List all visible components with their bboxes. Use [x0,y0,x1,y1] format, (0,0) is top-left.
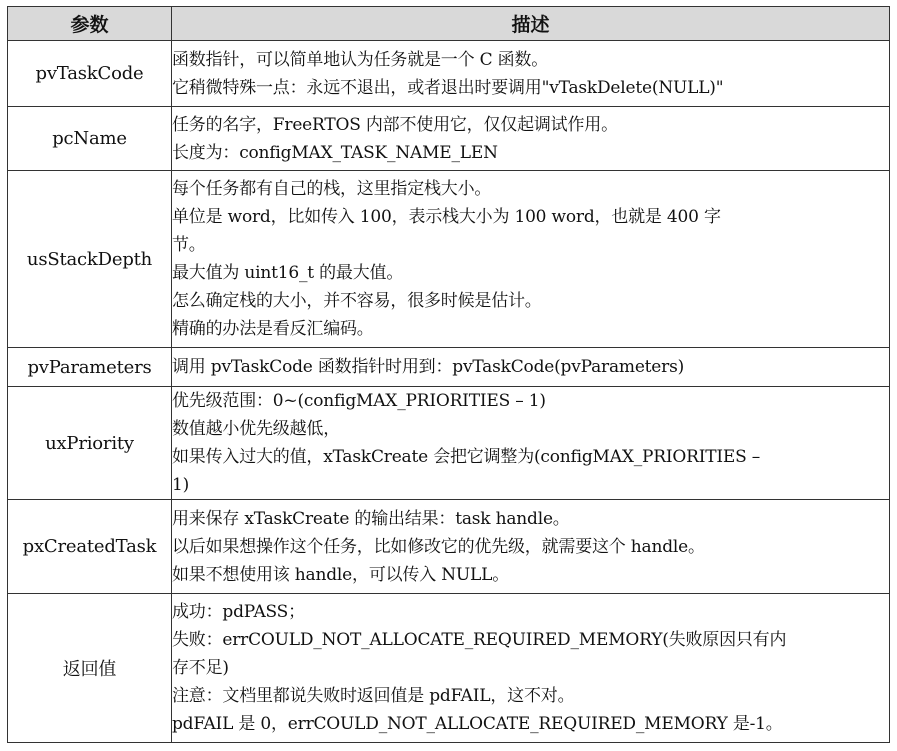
param-name: usStackDepth [8,171,172,348]
param-name: pcName [8,107,172,171]
table-row [8,387,890,500]
param-name: pvTaskCode [8,41,172,107]
description-line: 失败：errCOULD_NOT_ALLOCATE_REQUIRED_MEMORY(失败原因只有内 [172,630,787,650]
description-line: 注意：文档里都说失败时返回值是 pdFAIL，这不对。 [172,686,575,706]
description-line: 单位是 word，比如传入 100，表示栈大小为 100 word，也就是 400 字 [172,207,721,227]
description-line: 以后如果想操作这个任务，比如修改它的优先级，就需要这个 handle。 [172,536,705,557]
description-line: 任务的名字，FreeRTOS 内部不使用它，仅仅起调试作用。 [172,114,618,135]
table-row [8,41,890,107]
description-line: 怎么确定栈的大小，并不容易，很多时候是估计。 [172,291,542,311]
description-line: 函数指针，可以简单地认为任务就是一个 C 函数。 [172,49,549,70]
description-line: 它稍微特殊一点：永远不退出，或者退出时要调用"vTaskDelete(NULL)" [172,77,724,98]
description-line: 优先级范围：0~(configMAX_PRIORITIES – 1) [172,391,546,411]
header-param: 参数 [8,7,172,41]
description-line: 如果不想使用该 handle，可以传入 NULL。 [172,564,509,585]
param-name: pxCreatedTask [8,500,172,594]
description-line: 用来保存 xTaskCreate 的输出结果：task handle。 [172,508,570,529]
param-description [172,107,890,171]
table-header-row [8,7,890,41]
param-description [172,387,890,500]
description-line: 存不足) [172,658,229,678]
table-row [8,171,890,348]
param-name: uxPriority [8,387,172,500]
description-line: pdFAIL 是 0，errCOULD_NOT_ALLOCATE_REQUIRED_MEMORY 是-1。 [172,714,783,734]
description-line: 成功：pdPASS； [172,602,305,622]
description-line: 长度为：configMAX_TASK_NAME_LEN [172,142,498,163]
description-line: 如果传入过大的值，xTaskCreate 会把它调整为(configMAX_PRIORITIES – [172,447,761,467]
param-description [172,594,890,743]
description-line: 调用 pvTaskCode 函数指针时用到：pvTaskCode(pvParameters) [172,357,685,377]
description-line: 数值越小优先级越低， [172,419,340,439]
param-name: 返回值 [8,594,172,743]
param-name: pvParameters [8,348,172,387]
param-description [172,41,890,107]
header-desc: 描述 [172,7,890,41]
table-row [8,594,890,743]
table-row [8,107,890,171]
description-line: 1) [172,475,190,495]
param-description [172,500,890,594]
description-line: 每个任务都有自己的栈，这里指定栈大小。 [172,179,492,199]
table-row [8,500,890,594]
description-line: 精确的办法是看反汇编码。 [172,319,374,339]
parameter-table [7,6,890,743]
param-description [172,171,890,348]
description-line: 节。 [172,235,206,255]
description-line: 最大值为 uint16_t 的最大值。 [172,263,404,283]
table-row [8,348,890,387]
param-description [172,348,890,387]
